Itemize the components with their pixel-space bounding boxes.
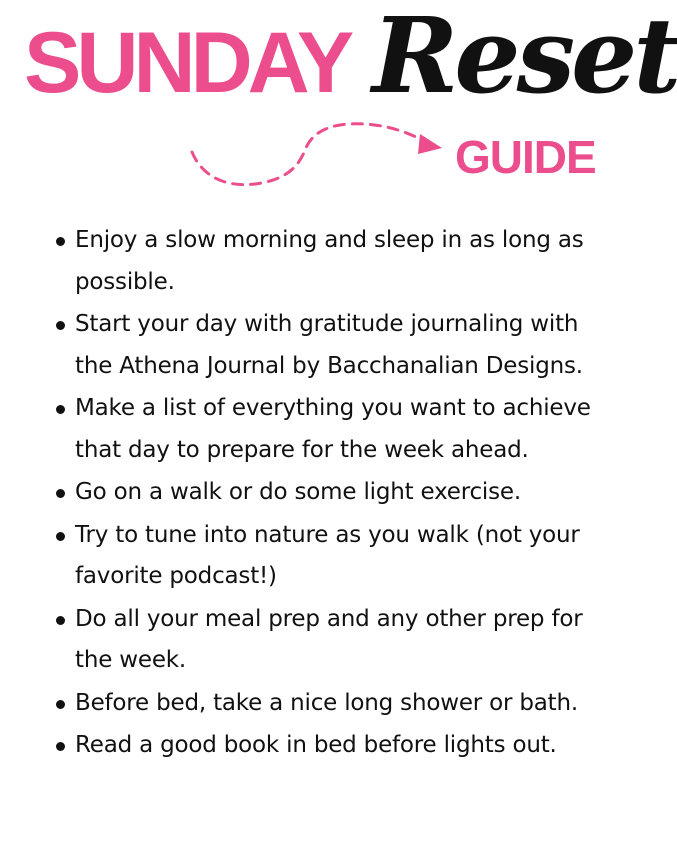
list-item-text: Read a good book in bed before lights out. bbox=[75, 732, 557, 758]
title-reset: Reset bbox=[372, 0, 677, 117]
list-item-text: Try to tune into nature as you walk (not your favorite podcast!) bbox=[75, 521, 580, 589]
bullet-icon bbox=[56, 321, 65, 330]
bullet-icon bbox=[56, 237, 65, 246]
header bbox=[0, 0, 677, 200]
list-item bbox=[56, 220, 616, 303]
list-item-text: Do all your meal prep and any other prep for the week. bbox=[75, 605, 583, 673]
list-item bbox=[56, 388, 616, 471]
bullet-icon bbox=[56, 405, 65, 414]
list-item bbox=[56, 683, 616, 725]
list-item bbox=[56, 304, 616, 387]
bullet-icon bbox=[56, 532, 65, 541]
sunday-reset-list bbox=[56, 220, 616, 768]
list-item-text: Make a list of everything you want to achieve that day to prepare for the week ahead. bbox=[75, 395, 591, 463]
list-item bbox=[56, 599, 616, 682]
list-item-text: Before bed, take a nice long shower or bath. bbox=[75, 689, 578, 716]
list-item-text: Go on a walk or do some light exercise. bbox=[75, 479, 521, 505]
bullet-icon bbox=[56, 489, 65, 498]
list-item bbox=[56, 725, 616, 767]
list-item-text: Start your day with gratitude journaling with the Athena Journal by Bacchanalian Designs. bbox=[75, 311, 583, 379]
list-item bbox=[56, 472, 616, 514]
bullet-icon bbox=[56, 742, 65, 751]
list-item bbox=[56, 515, 616, 598]
bullet-icon bbox=[56, 616, 65, 625]
title-sunday: SUNDAY bbox=[24, 15, 350, 111]
dashed-curved-arrow-icon bbox=[180, 110, 450, 195]
title-guide: GUIDE bbox=[455, 131, 596, 183]
list-item-text: Enjoy a slow morning and sleep in as long as possible. bbox=[75, 227, 584, 295]
bullet-icon bbox=[56, 700, 65, 709]
